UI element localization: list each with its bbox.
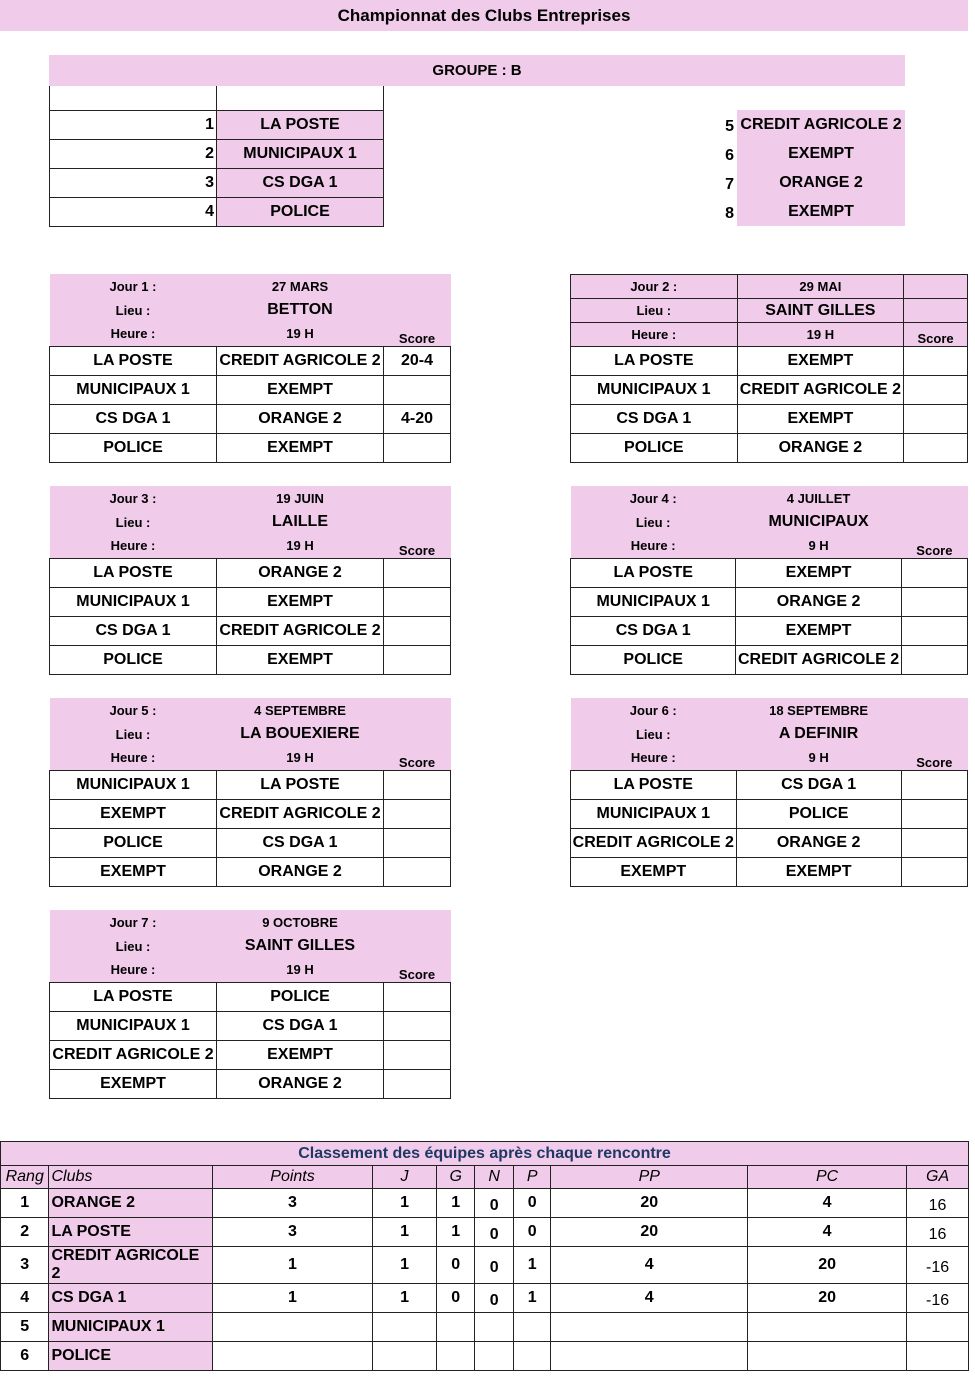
match-row: MUNICIPAUX 1 EXEMPT xyxy=(50,587,451,616)
heure-label: Heure : xyxy=(571,534,736,558)
table-row: 1 ORANGE 2 3 1 1 0 0 20 4 16 xyxy=(1,1189,969,1218)
heure-label: Heure : xyxy=(50,322,217,346)
match-row: MUNICIPAUX 1 CS DGA 1 xyxy=(50,1011,451,1040)
match-row: POLICE CREDIT AGRICOLE 2 xyxy=(571,645,968,674)
match-row: LA POSTE CREDIT AGRICOLE 2 20-4 xyxy=(50,346,451,375)
lieu-label: Lieu : xyxy=(50,510,217,534)
day-heure: 19 H xyxy=(737,323,904,347)
day-lieu: SAINT GILLES xyxy=(217,934,384,958)
match-row: CREDIT AGRICOLE 2 EXEMPT xyxy=(50,1040,451,1069)
match-row: LA POSTE CS DGA 1 xyxy=(571,770,968,799)
team-row: 8 EXEMPT xyxy=(717,197,905,226)
match-row: CS DGA 1 CREDIT AGRICOLE 2 xyxy=(50,616,451,645)
group-header: GROUPE : B xyxy=(49,55,905,86)
match-row: CS DGA 1 EXEMPT xyxy=(571,616,968,645)
day-label: Jour 3 : xyxy=(50,486,217,510)
match-row: POLICE ORANGE 2 xyxy=(571,434,968,463)
team-row: 3 CS DGA 1 xyxy=(50,168,384,197)
day-date: 29 MAI xyxy=(737,275,904,299)
day-lieu: BETTON xyxy=(217,298,384,322)
score-label: Score xyxy=(904,323,968,347)
lieu-label: Lieu : xyxy=(50,722,217,746)
standings-header: Rang Clubs Points J G N P PP PC GA xyxy=(1,1166,969,1189)
match-row: MUNICIPAUX 1 ORANGE 2 xyxy=(571,587,968,616)
day-heure: 19 H xyxy=(217,534,384,558)
table-row: 3 CREDIT AGRICOLE 2 1 1 0 0 1 4 20 -16 xyxy=(1,1247,969,1284)
standings-caption: Classement des équipes après chaque rencontre xyxy=(1,1142,969,1166)
table-row: 4 CS DGA 1 1 1 0 0 1 4 20 -16 xyxy=(1,1284,969,1313)
day-lieu: SAINT GILLES xyxy=(737,299,904,323)
score-label: Score xyxy=(384,322,451,346)
match-row: MUNICIPAUX 1 POLICE xyxy=(571,799,968,828)
table-row: 2 LA POSTE 3 1 1 0 0 20 4 16 xyxy=(1,1218,969,1247)
day-date: 9 OCTOBRE xyxy=(217,910,384,934)
day-heure: 9 H xyxy=(736,746,901,770)
day-label: Jour 2 : xyxy=(571,275,738,299)
heure-label: Heure : xyxy=(571,323,738,347)
day-date: 4 SEPTEMBRE xyxy=(217,698,384,722)
match-row: POLICE EXEMPT xyxy=(50,433,451,462)
team-row: 7 ORANGE 2 xyxy=(717,168,905,197)
match-row: EXEMPT CREDIT AGRICOLE 2 xyxy=(50,799,451,828)
heure-label: Heure : xyxy=(571,746,737,770)
score-label: Score xyxy=(384,534,451,558)
team-row: 1 LA POSTE xyxy=(50,110,384,139)
match-row: POLICE EXEMPT xyxy=(50,645,451,674)
day-heure: 9 H xyxy=(736,534,901,558)
day-heure: 19 H xyxy=(217,958,384,982)
day-lieu: A DEFINIR xyxy=(736,722,901,746)
match-row: LA POSTE EXEMPT xyxy=(571,347,968,376)
day-heure: 19 H xyxy=(217,322,384,346)
score-label: Score xyxy=(901,534,967,558)
day-6-block xyxy=(570,698,968,887)
lieu-label: Lieu : xyxy=(571,722,737,746)
match-row: MUNICIPAUX 1 CREDIT AGRICOLE 2 xyxy=(571,376,968,405)
lieu-label: Lieu : xyxy=(571,299,738,323)
day-5-block xyxy=(49,698,451,887)
day-date: 27 MARS xyxy=(217,274,384,298)
team-row: 2 MUNICIPAUX 1 xyxy=(50,139,384,168)
lieu-label: Lieu : xyxy=(50,934,217,958)
day-date: 4 JUILLET xyxy=(736,486,901,510)
lieu-label: Lieu : xyxy=(571,510,736,534)
day-label: Jour 7 : xyxy=(50,910,217,934)
day-3-block xyxy=(49,486,451,675)
score-label: Score xyxy=(901,746,967,770)
day-1-block xyxy=(49,274,451,463)
team-row: 6 EXEMPT xyxy=(717,139,905,168)
match-row: MUNICIPAUX 1 LA POSTE xyxy=(50,770,451,799)
day-date: 19 JUIN xyxy=(217,486,384,510)
match-row: EXEMPT ORANGE 2 xyxy=(50,1069,451,1098)
day-label: Jour 5 : xyxy=(50,698,217,722)
match-row: CS DGA 1 ORANGE 2 4-20 xyxy=(50,404,451,433)
lieu-label: Lieu : xyxy=(50,298,217,322)
score-label: Score xyxy=(384,958,451,982)
day-lieu: MUNICIPAUX xyxy=(736,510,901,534)
match-row: LA POSTE POLICE xyxy=(50,982,451,1011)
day-label: Jour 4 : xyxy=(571,486,736,510)
team-row: 5 CREDIT AGRICOLE 2 xyxy=(717,110,905,139)
score-label: Score xyxy=(384,746,451,770)
day-2-block xyxy=(570,274,968,463)
team-list-right xyxy=(717,110,905,226)
heure-label: Heure : xyxy=(50,746,217,770)
match-row: CREDIT AGRICOLE 2 ORANGE 2 xyxy=(571,828,968,857)
match-row: LA POSTE ORANGE 2 xyxy=(50,558,451,587)
match-row: LA POSTE EXEMPT xyxy=(571,558,968,587)
day-heure: 19 H xyxy=(217,746,384,770)
day-4-block xyxy=(570,486,968,675)
team-row: 4 POLICE xyxy=(50,197,384,226)
day-date: 18 SEPTEMBRE xyxy=(736,698,901,722)
match-row: POLICE CS DGA 1 xyxy=(50,828,451,857)
day-lieu: LAILLE xyxy=(217,510,384,534)
day-label: Jour 1 : xyxy=(50,274,217,298)
day-7-block xyxy=(49,910,451,1099)
table-row: 6 POLICE xyxy=(1,1342,969,1371)
heure-label: Heure : xyxy=(50,534,217,558)
table-row: 5 MUNICIPAUX 1 xyxy=(1,1313,969,1342)
match-row: EXEMPT ORANGE 2 xyxy=(50,857,451,886)
page-title: Championnat des Clubs Entreprises xyxy=(0,0,968,31)
standings-table xyxy=(0,1141,969,1371)
day-label: Jour 6 : xyxy=(571,698,737,722)
heure-label: Heure : xyxy=(50,958,217,982)
match-row: MUNICIPAUX 1 EXEMPT xyxy=(50,375,451,404)
team-list-left xyxy=(49,86,384,227)
match-row: CS DGA 1 EXEMPT xyxy=(571,405,968,434)
match-row: EXEMPT EXEMPT xyxy=(571,857,968,886)
day-lieu: LA BOUEXIERE xyxy=(217,722,384,746)
